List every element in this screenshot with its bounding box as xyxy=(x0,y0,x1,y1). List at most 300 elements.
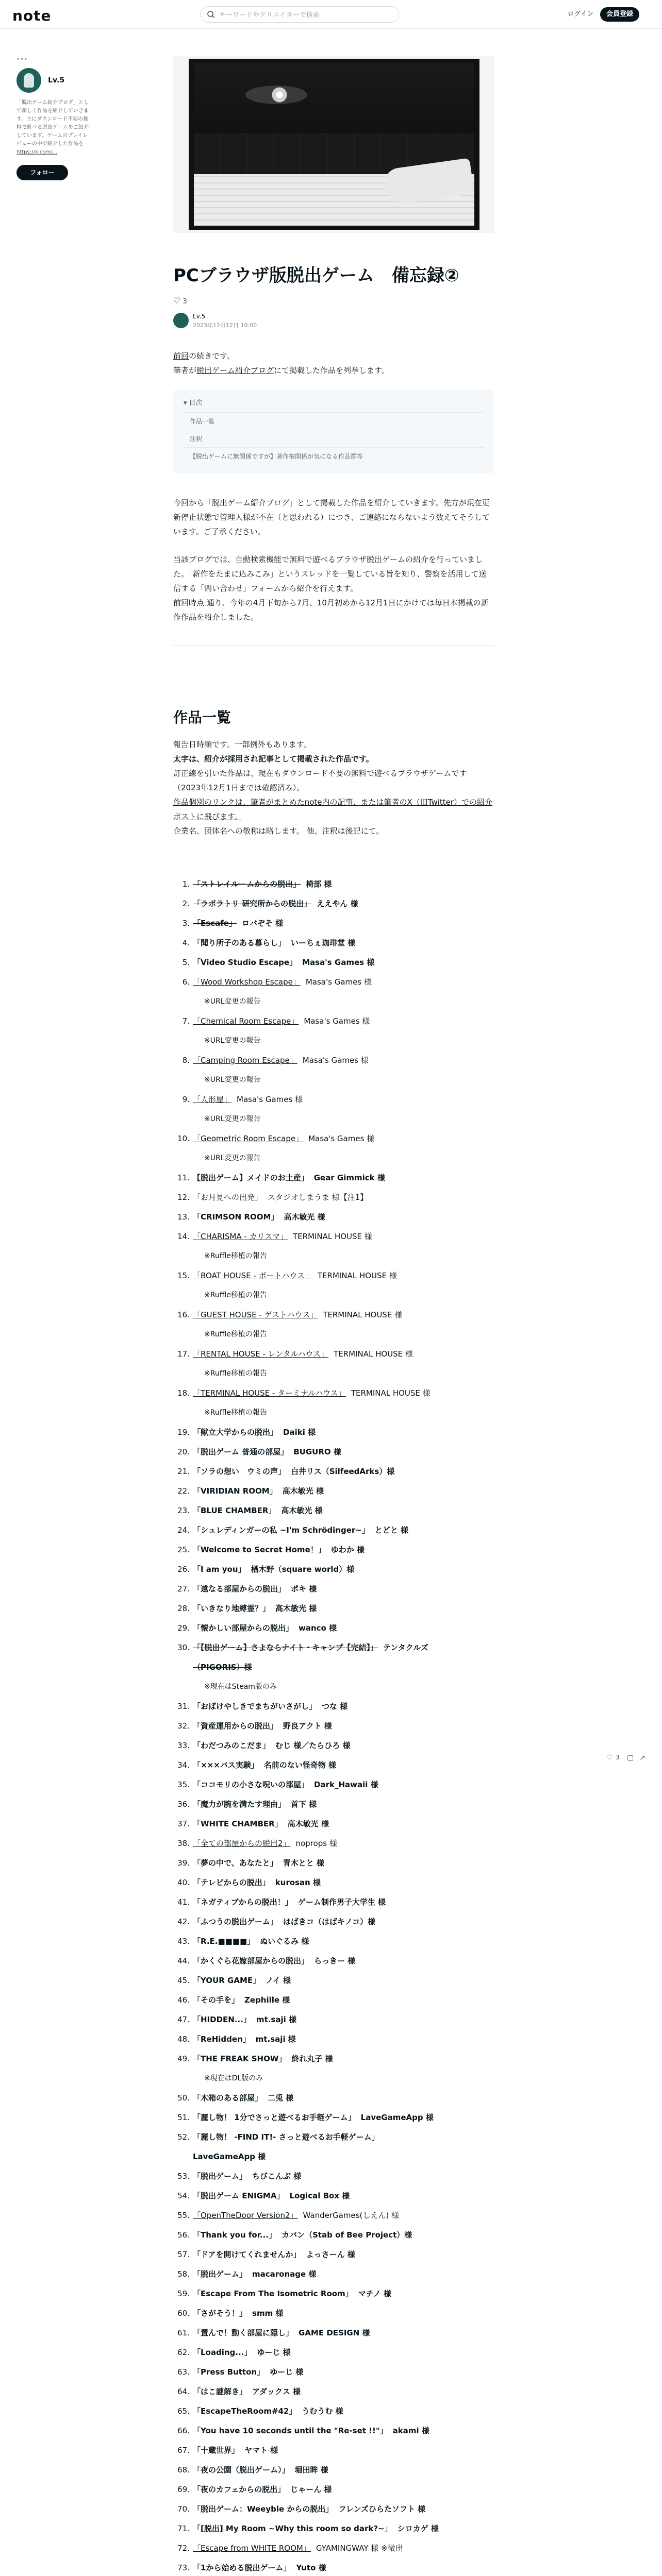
work-author: つな 様 xyxy=(322,1702,348,1711)
work-title-link[interactable]: 「置んで！動く部屋に隠し」 xyxy=(193,2328,294,2337)
list-item xyxy=(173,1462,494,1481)
list-item xyxy=(173,2401,494,2421)
work-note: ※現在はDL版のみ xyxy=(204,2074,263,2082)
work-author: ゲーム制作男子大学生 様 xyxy=(297,1897,386,1907)
item-number: 6. xyxy=(182,977,190,987)
work-author: mt.saji 様 xyxy=(256,2015,296,2024)
work-title-link[interactable]: （PIGORIS）様 xyxy=(193,1663,252,1672)
work-title-link[interactable]: 「Camping Room Escape」 xyxy=(193,1056,297,1065)
list-item xyxy=(173,913,494,933)
work-author: 高木敏光 様 xyxy=(281,1506,323,1515)
work-note: ※URL変更の報告 xyxy=(204,1076,261,1084)
work-title-link[interactable]: 「いきなり地縛霊？」 xyxy=(193,1604,271,1613)
work-title-link[interactable]: 「かくぐら花嫁部屋からの脱出」 xyxy=(193,1956,309,1965)
toc-item[interactable]: 【脱出ゲームに無関係ですが】著作権関係が気になる作品群等 xyxy=(184,447,484,465)
work-author: 野良アクト 様 xyxy=(283,1721,332,1731)
search-box[interactable] xyxy=(200,6,399,23)
list-item xyxy=(173,2441,494,2460)
list-item xyxy=(173,1168,494,1188)
work-title-link[interactable]: 「Escape from WHITE ROOM」 xyxy=(193,2544,311,2553)
work-title-link[interactable]: 「RENTAL HOUSE - レンタルハウス」 xyxy=(193,1349,329,1359)
work-title-link[interactable]: 「ネガティブからの脱出！」 xyxy=(193,1897,293,1907)
work-title-link[interactable]: 「Wood Workshop Escape」 xyxy=(193,977,301,987)
work-title-link[interactable]: 「ReHidden」 xyxy=(193,2035,251,2044)
work-title-link[interactable]: 「【脱出ゲーム】さよならナイト・キャンプ【完結】」 xyxy=(193,1643,378,1652)
list-item xyxy=(173,1129,494,1148)
work-author: Masa's Games 様 xyxy=(308,1134,375,1143)
item-number: 59. xyxy=(177,2289,190,2298)
work-author: ポキ 様 xyxy=(291,1584,317,1594)
item-number: 39. xyxy=(177,1858,190,1868)
list-item xyxy=(173,1383,494,1403)
item-number: 72. xyxy=(177,2544,190,2553)
work-title-link[interactable]: 「×××バス実験」 xyxy=(193,1760,259,1770)
work-author: いーちぇ珈琲堂 様 xyxy=(291,938,356,947)
work-title-link[interactable]: 「EscapeTheRoom#42」 xyxy=(193,2406,297,2416)
item-number: 69. xyxy=(177,2485,190,2494)
paragraph[interactable]: 作品個別のリンクは、筆者がまとめたnote内の記事、または筆者のX（旧Twitter）での紹介ポストに飛びます。 xyxy=(173,798,493,821)
work-title-link[interactable]: 「Chemical Room Escape」 xyxy=(193,1016,299,1026)
heart-icon[interactable]: ♡ xyxy=(173,296,181,306)
list-item xyxy=(173,2127,494,2147)
list-item xyxy=(173,972,494,992)
work-title-link[interactable]: 「ストレイルームからの脱出」 xyxy=(193,879,301,889)
work-title-link[interactable]: 「木箱のある部屋」 xyxy=(193,2093,263,2103)
item-number: 21. xyxy=(177,1467,190,1476)
list-item xyxy=(173,1501,494,1520)
item-number: 49. xyxy=(177,2054,190,2063)
list-item xyxy=(173,1697,494,1716)
work-title-link[interactable]: 「夢の中で、あなたと」 xyxy=(193,1858,278,1868)
list-item xyxy=(173,2206,494,2225)
work-author: アダックス 様 xyxy=(252,2387,301,2396)
work-author: TERMINAL HOUSE 様 xyxy=(317,1271,397,1280)
paragraph: 当該ブログでは、自動検索機能で無料で遊べるブラウザ脱出ゲームの紹介を行っていました。「新作をたまに込みこみ」というスレッドを一覧している旨を知り、警察を活用して送信する「問い合わせ」フォームから紹介を行えます。 xyxy=(173,555,487,593)
author-sidebar xyxy=(16,56,89,180)
list-item xyxy=(173,2049,494,2069)
article xyxy=(173,56,494,2576)
work-author: マチノ 様 xyxy=(358,2289,391,2298)
work-title-link[interactable]: 「資産運用からの脱出」 xyxy=(193,1721,278,1731)
author-row xyxy=(173,313,494,331)
work-title-link[interactable]: 「遠なる部屋からの脱出」 xyxy=(193,1584,286,1594)
item-number: 38. xyxy=(177,1839,190,1848)
list-item xyxy=(173,2166,494,2186)
work-title-link[interactable]: 「Press Button」 xyxy=(193,2367,265,2377)
item-number: 43. xyxy=(177,1937,190,1946)
work-title-link[interactable]: 「その手を」 xyxy=(193,1995,240,2005)
work-author: 白井リス（SilfeedArks）様 xyxy=(291,1467,395,1476)
work-title-link[interactable]: 「脱出ゲーム 普通の部屋」 xyxy=(193,1447,289,1456)
work-title-link[interactable]: 「WHITE CHAMBER」 xyxy=(193,1819,283,1828)
item-number: 13. xyxy=(177,1212,190,1222)
item-number: 65. xyxy=(177,2406,190,2416)
like-row xyxy=(173,296,494,306)
work-title-link[interactable]: 「BLUE CHAMBER」 xyxy=(193,1506,276,1515)
table-of-contents xyxy=(173,390,494,473)
list-item xyxy=(173,1579,494,1599)
work-title-link[interactable]: 「ドアを開けてくれませんか」 xyxy=(193,2250,301,2259)
work-author: 堀田眸 様 xyxy=(294,2465,328,2475)
work-author: じゃーん 様 xyxy=(290,2485,332,2494)
work-title-link[interactable]: 「魔力が腕を満たす理由」 xyxy=(193,1800,286,1809)
work-note: ※URL変更の報告 xyxy=(204,1154,261,1162)
work-title-link[interactable]: 「わだつみのこだま」 xyxy=(193,1741,271,1750)
work-title-link[interactable]: 「夜の公園（脱出ゲーム）」 xyxy=(193,2465,290,2475)
item-number: 53. xyxy=(177,2172,190,2181)
item-number: 46. xyxy=(177,1995,190,2005)
work-title-link[interactable]: 「お月見への出発」 xyxy=(193,1193,263,1202)
item-number: 17. xyxy=(177,1349,190,1359)
work-note: ※URL変更の報告 xyxy=(204,1115,261,1123)
work-author: ノイ 様 xyxy=(266,1976,291,1985)
publish-date: 2023年12月12日 10:00 xyxy=(193,322,257,329)
item-number: 37. xyxy=(177,1819,190,1828)
previous-article-link[interactable]: 前回 xyxy=(173,351,189,361)
work-author: はばきコ（はばキノコ）様 xyxy=(283,1917,375,1926)
item-number: 40. xyxy=(177,1878,190,1887)
work-note: ※Ruffle移植の報告 xyxy=(204,1252,267,1260)
work-author: TERMINAL HOUSE 様 xyxy=(334,1349,413,1359)
paragraph: 企業名、団体名への敬称は略します。 他、注釈は後記にて。 xyxy=(173,826,384,836)
item-number: 41. xyxy=(177,1897,190,1907)
list-item xyxy=(173,1931,494,1951)
work-note: ※URL変更の報告 xyxy=(204,997,261,1006)
list-item xyxy=(173,2362,494,2382)
work-title-link[interactable]: 「脱出ゲーム：Weeyble からの脱出」 xyxy=(193,2504,334,2514)
work-title-link[interactable]: 「おばけやしきでまちがいさがし」 xyxy=(193,1702,317,1711)
work-author: TERMINAL HOUSE 様 xyxy=(292,1232,372,1241)
list-item xyxy=(173,933,494,953)
list-item xyxy=(173,894,494,913)
work-author: Zephille 様 xyxy=(244,1995,290,2005)
work-title-link[interactable]: 「YOUR GAME」 xyxy=(193,1976,261,1985)
work-author: ちびこんぶ 様 xyxy=(252,2172,302,2181)
work-title-link[interactable]: 「ふつうの脱出ゲーム」 xyxy=(193,1917,278,1926)
work-author: フレンズひらたソフト 様 xyxy=(338,2504,426,2514)
list-item xyxy=(173,1716,494,1736)
work-author: mt.saji 様 xyxy=(255,2035,296,2044)
more-options-icon[interactable]: ••• xyxy=(16,56,28,63)
item-number: 66. xyxy=(177,2426,190,2435)
work-author: 高木敏光 様 xyxy=(284,1212,325,1222)
work-title-link[interactable]: 「Escafe」 xyxy=(193,919,237,928)
item-number: 18. xyxy=(177,1388,190,1398)
avatar[interactable] xyxy=(16,68,41,93)
item-number: 73. xyxy=(177,2563,190,2572)
work-title-link[interactable]: 「獣立大学からの脱出」 xyxy=(193,1428,278,1437)
list-item xyxy=(173,1305,494,1325)
item-number: 9. xyxy=(182,1095,190,1104)
item-number: 27. xyxy=(177,1584,190,1594)
like-count: 3 xyxy=(183,298,187,306)
work-title-link[interactable]: 「ココモリの小さな呪いの部屋」 xyxy=(193,1780,309,1789)
author-name[interactable]: Lv.5 xyxy=(48,76,65,84)
list-item xyxy=(173,1775,494,1794)
list-item xyxy=(173,2323,494,2343)
item-number: 67. xyxy=(177,2446,190,2455)
work-title-link[interactable]: 「You have 10 seconds until the "Re-set !!"」 xyxy=(193,2426,388,2435)
work-author: Masa's Games 様 xyxy=(304,1016,370,1026)
work-title-link[interactable]: 「HIDDEN...」 xyxy=(193,2015,251,2024)
work-title-link[interactable]: 「THE FREAK SHOW」 xyxy=(193,2054,287,2063)
list-item xyxy=(173,1599,494,1618)
signup-button[interactable]: 会員登録 xyxy=(600,7,639,22)
work-title-link[interactable]: 「[脱出] My Room ~Why this room so dark?~」 xyxy=(193,2524,392,2533)
work-author: 青木とと 様 xyxy=(283,1858,324,1868)
work-title-link[interactable]: 「Thank you for...」 xyxy=(193,2230,277,2240)
item-number: 50. xyxy=(177,2093,190,2103)
list-item xyxy=(173,1814,494,1834)
work-title-link[interactable]: 「Geometric Room Escape」 xyxy=(193,1134,304,1143)
intro: 前回の続きです。 筆者が脱出ゲーム紹介ブログにて掲載した作品を列挙します。 xyxy=(173,351,389,375)
item-number: 63. xyxy=(177,2367,190,2377)
work-title-link[interactable]: 「はこ謎解き」 xyxy=(193,2387,247,2396)
list-item xyxy=(173,1971,494,1990)
share-icon[interactable]: ↗ xyxy=(639,1754,646,1762)
item-number: 32. xyxy=(177,1721,190,1731)
work-note: ※Ruffle移植の報告 xyxy=(204,1369,267,1378)
work-title-link[interactable]: 「BOAT HOUSE - ボートハウス」 xyxy=(193,1271,312,1280)
work-title-link[interactable]: 「CRIMSON ROOM」 xyxy=(193,1212,279,1222)
work-author: ゆーじ 様 xyxy=(257,2348,291,2357)
item-number: 1. xyxy=(182,879,190,889)
list-item xyxy=(173,2010,494,2029)
work-note: ※現在はSteam版のみ xyxy=(204,1683,277,1691)
list-item xyxy=(173,1344,494,1364)
item-number: 47. xyxy=(177,2015,190,2024)
item-number: 22. xyxy=(177,1486,190,1496)
login-button[interactable]: ログイン xyxy=(567,10,594,18)
work-author: 高木敏光 様 xyxy=(287,1819,329,1828)
work-title-link[interactable]: 【脱出ゲーム】メイドのお土産」 xyxy=(193,1173,309,1182)
item-number: 48. xyxy=(177,2035,190,2044)
item-number: 34. xyxy=(177,1760,190,1770)
work-author: Dark_Hawaii 様 xyxy=(314,1780,378,1789)
list-item xyxy=(173,2264,494,2284)
work-author: GYAMINGWAY 様 ※微出 xyxy=(316,2544,403,2553)
work-author: よっさーん 様 xyxy=(306,2250,355,2259)
list-item xyxy=(173,1794,494,1814)
work-title-link[interactable]: 「GUEST HOUSE - ゲストハウス」 xyxy=(193,1310,318,1319)
work-author: 高木敏光 様 xyxy=(275,1604,317,1613)
work-author: 椅部 様 xyxy=(306,879,332,889)
work-author: Yuto 様 xyxy=(296,2563,326,2572)
work-title-link[interactable]: 「麗し物！ -FIND IT!- さっと遊べるお手軽ゲーム」 xyxy=(193,2132,379,2142)
item-number: 44. xyxy=(177,1956,190,1965)
work-title-link[interactable]: 「さがそう！」 xyxy=(193,2309,247,2318)
eye-illustration xyxy=(245,86,307,104)
item-number: 28. xyxy=(177,1604,190,1613)
list-item xyxy=(173,1481,494,1501)
item-number: 35. xyxy=(177,1780,190,1789)
list-item xyxy=(173,874,494,894)
search-icon xyxy=(207,10,215,19)
work-author: Daiki 様 xyxy=(283,1428,316,1437)
work-author: 首下 様 xyxy=(291,1800,317,1809)
list-item xyxy=(173,2421,494,2441)
list-item xyxy=(173,1207,494,1227)
site-header xyxy=(0,0,662,29)
item-number: 56. xyxy=(177,2230,190,2240)
list-item xyxy=(173,2108,494,2127)
search-input[interactable] xyxy=(219,10,389,20)
item-number: 68. xyxy=(177,2465,190,2475)
work-author: wanco 様 xyxy=(299,1623,337,1633)
work-title-link[interactable]: 「全ての部屋からの脱出2」 xyxy=(193,1839,291,1848)
list-item xyxy=(173,1736,494,1755)
heart-icon[interactable]: ♡ xyxy=(606,1754,613,1762)
list-item xyxy=(173,1520,494,1540)
work-author: 名前のない怪奇物 様 xyxy=(263,1760,336,1770)
list-item xyxy=(173,2460,494,2480)
item-number: 70. xyxy=(177,2504,190,2514)
list-item xyxy=(173,1873,494,1892)
body-section-2 xyxy=(173,737,494,838)
work-author: TERMINAL HOUSE 様 xyxy=(323,1310,403,1319)
item-number: 45. xyxy=(177,1976,190,1985)
work-title-link[interactable]: 「Loading...」 xyxy=(193,2348,252,2357)
work-author: TERMINAL HOUSE 様 xyxy=(351,1388,431,1398)
list-item xyxy=(173,2225,494,2245)
work-title-link[interactable]: 「CHARISMA - カリスマ」 xyxy=(193,1232,288,1241)
follow-button[interactable]: フォロー xyxy=(16,165,68,180)
work-author: akami 様 xyxy=(392,2426,429,2435)
floating-actions xyxy=(606,1752,658,1765)
work-author: 高木敏光 様 xyxy=(282,1486,324,1496)
list-item xyxy=(173,1011,494,1031)
list-item xyxy=(173,2480,494,2499)
work-title-link[interactable]: LaveGameApp 様 xyxy=(193,2152,266,2161)
work-title-link[interactable]: 「1から始める脱出ゲーム」 xyxy=(193,2563,291,2572)
work-author: kurosan 様 xyxy=(275,1878,321,1887)
item-number: 29. xyxy=(177,1623,190,1633)
author-link[interactable]: https://x.com/... xyxy=(16,149,58,155)
toc-item[interactable]: 注釈 xyxy=(184,430,484,447)
work-title-link[interactable]: 「シュレディンガーの私 ~I'm Schrödinger~」 xyxy=(193,1526,370,1535)
list-item xyxy=(173,1755,494,1775)
list-item xyxy=(173,2558,494,2576)
item-number: 64. xyxy=(177,2387,190,2396)
work-author: noprops 様 xyxy=(295,1839,337,1848)
work-author: ロバぞそ 様 xyxy=(241,919,284,928)
work-title-link[interactable]: 「I am you」 xyxy=(193,1565,246,1574)
item-number: 3. xyxy=(182,919,190,928)
paragraph: 訂正線を引いた作品は、現在もダウンロード不要の無料で遊べるブラウザゲームです（2023年12月1日までは確認済み）。 xyxy=(173,769,467,792)
item-number: 10. xyxy=(177,1134,190,1143)
work-title-link[interactable]: 「ソラの想い ウミの声」 xyxy=(193,1467,286,1476)
item-number: 51. xyxy=(177,2113,190,2122)
work-author: テンタクルズ xyxy=(383,1643,428,1652)
work-title-link[interactable]: 「麗し物！ 1分でさっと遊べるお手軽ゲーム」 xyxy=(193,2113,356,2122)
list-item xyxy=(173,2382,494,2401)
list-item xyxy=(173,1540,494,1560)
paragraph: 今回から「脱出ゲーム紹介ブログ」として掲載した作品を紹介していきます。先方が現在更新停止状態で管理人様が不在（と思われる）につき、ご連絡にならないよう数えてそうしています。ご了承ください。 xyxy=(173,498,490,536)
work-author: ええやん 様 xyxy=(317,899,358,908)
note-logo[interactable]: note xyxy=(12,7,52,24)
paragraph: 太字は、紹介が採用され記事として掲載された作品です。 xyxy=(173,754,374,764)
work-title-link[interactable]: 「R.E.■■■■」 xyxy=(193,1937,255,1946)
list-item xyxy=(173,953,494,972)
work-title-link[interactable]: 「脱出ゲーム ENIGMA」 xyxy=(193,2191,285,2200)
work-title-link[interactable]: 「十蔵世界」 xyxy=(193,2446,240,2455)
item-number: 62. xyxy=(177,2348,190,2357)
work-title-link[interactable]: 「Escape From The Isometric Room」 xyxy=(193,2289,353,2298)
list-item xyxy=(173,1892,494,1912)
work-title-link[interactable]: 「人形屋」 xyxy=(193,1095,232,1104)
item-number: 4. xyxy=(182,938,190,947)
item-number: 30. xyxy=(177,1643,190,1652)
item-number: 31. xyxy=(177,1702,190,1711)
toc-item[interactable]: 作品一覧 xyxy=(184,412,484,430)
work-title-link[interactable]: 「聞り所子のある暮らし」 xyxy=(193,938,286,947)
item-number: 54. xyxy=(177,2191,190,2200)
works-list xyxy=(173,874,494,2576)
item-number: 55. xyxy=(177,2211,190,2220)
work-title-link[interactable]: 「OpenTheDoor Version2」 xyxy=(193,2211,298,2220)
toc-toggle[interactable]: ▾ 目次 xyxy=(184,399,203,407)
work-author: GAME DESIGN 様 xyxy=(299,2328,370,2337)
list-item xyxy=(173,1266,494,1285)
work-author: うむうむ 様 xyxy=(302,2406,343,2416)
list-item xyxy=(173,1618,494,1638)
list-item xyxy=(173,1638,494,1657)
item-number: 7. xyxy=(182,1016,190,1026)
work-title-link[interactable]: 「VIRIDIAN ROOM」 xyxy=(193,1486,277,1496)
float-like-count: 3 xyxy=(616,1754,620,1761)
comment-icon[interactable]: ▢ xyxy=(627,1754,634,1762)
item-number: 26. xyxy=(177,1565,190,1574)
item-number: 16. xyxy=(177,1310,190,1319)
work-author: ヤマト 様 xyxy=(244,2446,278,2455)
item-number: 11. xyxy=(177,1173,190,1182)
list-item xyxy=(173,1951,494,1971)
author-name[interactable]: Lv.5 xyxy=(193,313,206,320)
item-number: 57. xyxy=(177,2250,190,2259)
work-title-link[interactable]: 「夜のカフェからの脱出」 xyxy=(193,2485,286,2494)
work-author: むじ 様／たらひろ 様 xyxy=(275,1741,351,1750)
list-item xyxy=(173,2186,494,2206)
work-title-link[interactable]: 「テレビからの脱出」 xyxy=(193,1878,270,1887)
work-title-link[interactable]: 「Video Studio Escape」 xyxy=(193,958,297,967)
work-author: ぬいぐるみ 様 xyxy=(260,1937,309,1946)
work-author: 終れ丸子 様 xyxy=(291,2054,333,2063)
item-number: 60. xyxy=(177,2309,190,2318)
body-section-1 xyxy=(173,496,494,624)
author-avatar[interactable] xyxy=(173,313,189,328)
item-number: 71. xyxy=(177,2524,190,2533)
list-item xyxy=(173,2538,494,2558)
list-item xyxy=(173,1188,494,1207)
item-number: 15. xyxy=(177,1271,190,1280)
work-author: スタジオしまうま 様【注1】 xyxy=(268,1193,368,1202)
work-title-link[interactable]: 「脱出ゲーム」 xyxy=(193,2172,247,2181)
work-title-link[interactable]: 「TERMINAL HOUSE - ターミナルハウス」 xyxy=(193,1388,346,1398)
hero-image xyxy=(173,56,494,233)
item-number: 61. xyxy=(177,2328,190,2337)
work-note: ※Ruffle移植の報告 xyxy=(204,1291,267,1299)
work-title-link[interactable]: 「ラボラトリ 研究所からの脱出」 xyxy=(193,899,312,908)
work-title-link[interactable]: 「Welcome to Secret Home！」 xyxy=(193,1545,326,1554)
paragraph: 報告日時順です。一部例外もあります。 xyxy=(173,740,311,749)
item-number: 20. xyxy=(177,1447,190,1456)
work-title-link[interactable]: 「脱出ゲーム」 xyxy=(193,2269,247,2279)
blog-link[interactable]: 脱出ゲーム紹介ブログ xyxy=(196,366,274,375)
work-title-link[interactable]: 「懐かしい部屋からの脱出」 xyxy=(193,1623,294,1633)
item-number: 25. xyxy=(177,1545,190,1554)
item-number: 36. xyxy=(177,1800,190,1809)
work-author: とどと 様 xyxy=(374,1526,409,1535)
